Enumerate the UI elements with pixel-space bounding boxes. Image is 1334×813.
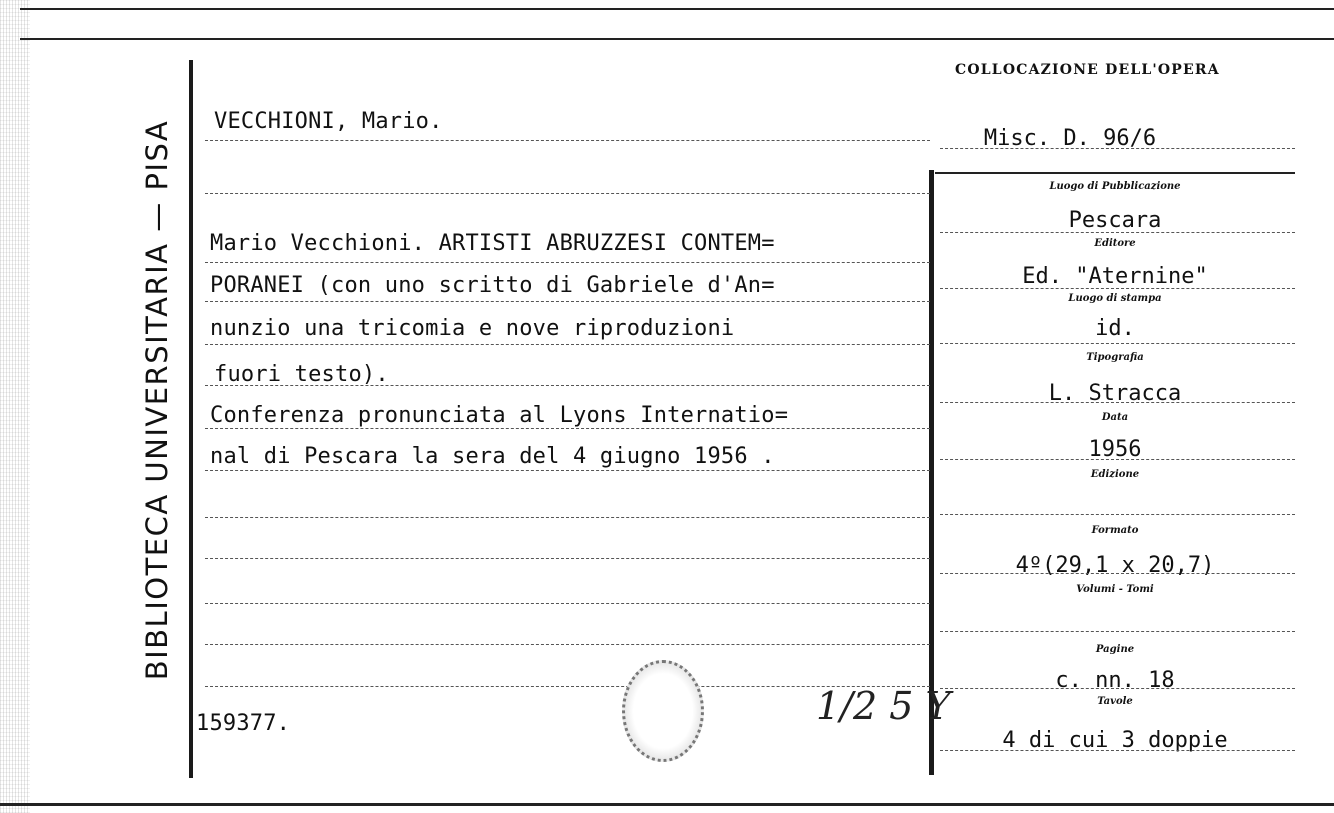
- rule-formato: [940, 573, 1295, 574]
- formato-value: 4º(29,1 x 20,7): [1015, 553, 1215, 578]
- luogo-stampa-label: Luogo di stampa: [1068, 293, 1162, 304]
- tavole-value: 4 di cui 3 doppie: [1002, 728, 1228, 753]
- body-line-2: PORANEI (con uno scritto di Gabriele d'An=: [210, 273, 775, 298]
- edizione-label: Edizione: [1090, 469, 1140, 480]
- blank-row-4: [205, 573, 930, 604]
- card-edge-texture: [0, 0, 30, 813]
- formato-label: Formato: [1091, 525, 1139, 536]
- right-header-rule: [935, 172, 1295, 174]
- rule-volumi: [940, 631, 1295, 632]
- bottom-border: [0, 803, 1334, 806]
- blank-row-3: [205, 528, 930, 559]
- rule-tavole: [940, 750, 1295, 751]
- rule-luogo-stampa: [940, 343, 1295, 344]
- tipografia-value: L. Stracca: [1048, 381, 1182, 406]
- blank-row-5: [205, 614, 930, 645]
- editore-label: Editore: [1094, 238, 1136, 249]
- pagine-label: Pagine: [1095, 644, 1135, 655]
- rule-pagine: [940, 688, 1295, 689]
- body-line-4: fuori testo).: [214, 362, 389, 387]
- pagine-value: c. nn. 18: [1055, 668, 1175, 693]
- shelfmark: Misc. D. 96/6: [983, 126, 1157, 151]
- tavole-label: Tavole: [1097, 696, 1133, 707]
- body-line-3: nunzio una tricomia e nove riproduzioni: [210, 316, 735, 341]
- rule-data: [940, 459, 1295, 460]
- luogo-pubblicazione-value: Pescara: [1068, 208, 1162, 233]
- inventory-number: 159377.: [196, 711, 291, 736]
- editore-value: Ed. "Aternine": [1022, 264, 1208, 289]
- top-border: [20, 8, 1334, 10]
- author-text: VECCHIONI, Mario.: [214, 109, 443, 134]
- rule-luogo-pubblicazione: [940, 232, 1295, 233]
- ink-stamp-circle: [622, 660, 704, 762]
- rule-editore: [940, 288, 1295, 289]
- blank-row-6: [205, 656, 930, 687]
- left-margin-rule: [189, 60, 193, 778]
- luogo-pubblicazione-label: Luogo di Pubblicazione: [1049, 181, 1181, 192]
- rule-tipografia: [940, 402, 1295, 403]
- institution-text: BIBLIOTECA UNIVERSITARIA — PISA: [140, 119, 174, 681]
- collocazione-header: COLLOCAZIONE DELL'OPERA: [955, 62, 1220, 78]
- data-label: Data: [1101, 412, 1129, 423]
- body-line-5: Conferenza pronunciata al Lyons Internatio=: [210, 403, 789, 428]
- luogo-stampa-value: id.: [1095, 316, 1135, 341]
- handwritten-mark: 1/2 5 Y: [816, 684, 951, 728]
- blank-row-1: [205, 163, 930, 194]
- body-line-6: nal di Pescara la sera del 4 giugno 1956 .: [210, 444, 775, 469]
- rule-edizione: [940, 514, 1295, 515]
- tipografia-label: Tipografia: [1086, 352, 1144, 363]
- body-line-1: Mario Vecchioni. ARTISTI ABRUZZESI CONTEM=: [210, 231, 775, 256]
- data-value: 1956: [1088, 437, 1142, 462]
- blank-row-2: [205, 487, 930, 518]
- top-border-inner: [20, 38, 1334, 40]
- shelfmark-rule: [940, 148, 1295, 149]
- volumi-label: Volumi - Tomi: [1076, 584, 1154, 595]
